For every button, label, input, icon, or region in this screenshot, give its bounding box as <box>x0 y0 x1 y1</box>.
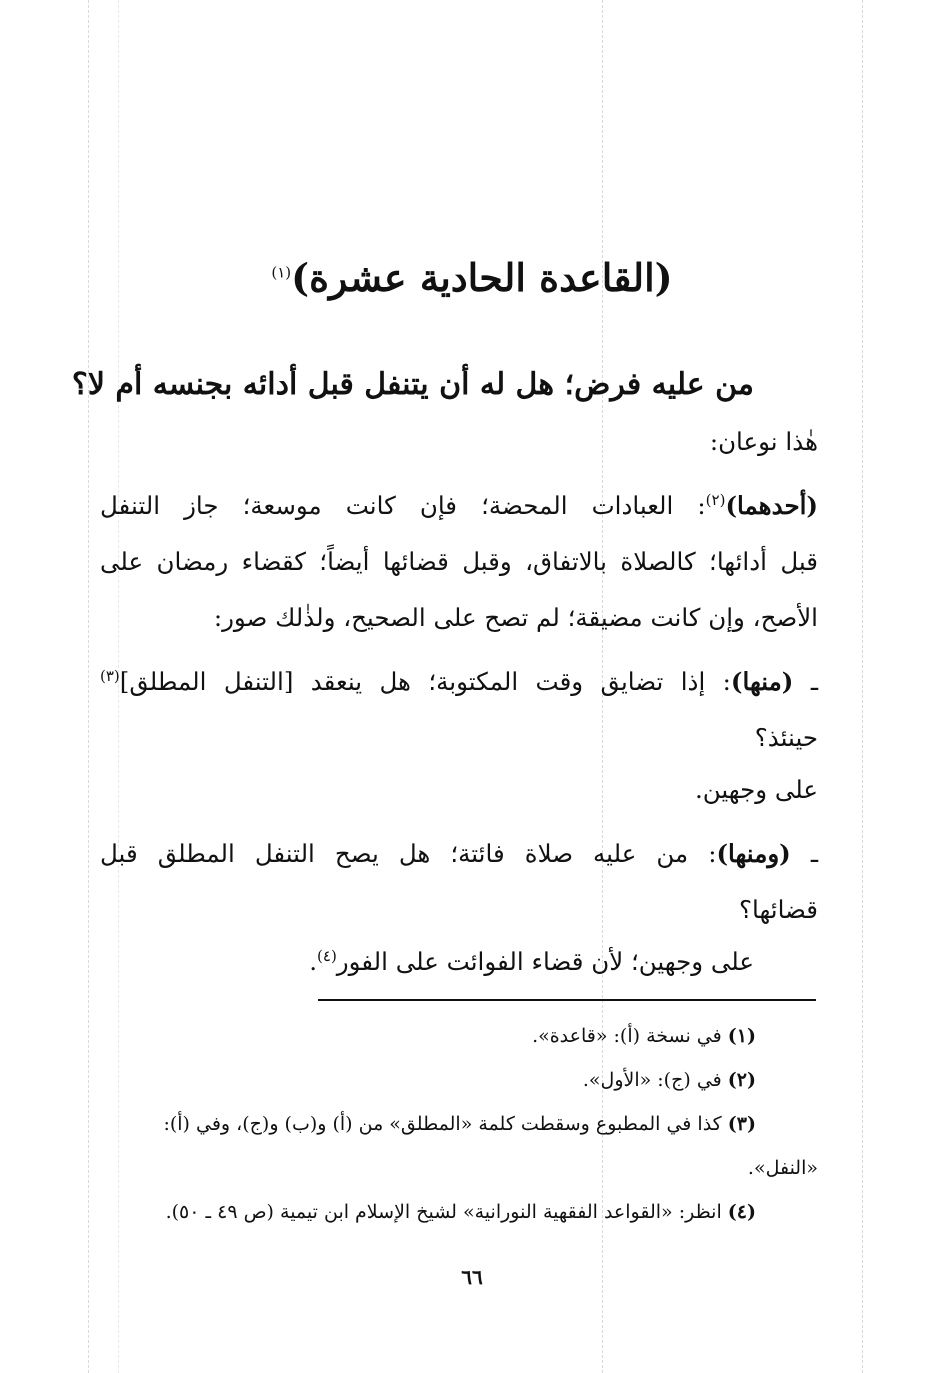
footnote-4-text: انظر: «القواعد الفقهية النورانية» لشيخ الإسلام ابن تيمية (ص ٤٩ ـ ٥٠). <box>165 1201 722 1223</box>
first-type-paragraph <box>100 478 818 646</box>
first-type-line-1-text: : العبادات المحضة؛ فإن كانت موسعة؛ جاز التنفل <box>100 491 706 520</box>
footnote-2-text: في (ج): «الأول». <box>582 1069 722 1091</box>
case-1-dash: ـ <box>810 667 818 696</box>
intro-text: هٰذا نوعان: <box>709 427 818 456</box>
footnote-1 <box>100 1014 756 1058</box>
case-2-paragraph <box>100 826 818 938</box>
footnote-2 <box>100 1058 756 1102</box>
first-type-label: (أحدهما) <box>725 491 818 520</box>
case-2-label: (ومنها) <box>716 839 791 868</box>
footnote-3-continuation: «النفل». <box>747 1157 818 1179</box>
page-number: ٦٦ <box>461 1265 483 1289</box>
scan-guide-line <box>88 0 89 1373</box>
footnote-1-text: في نسخة (أ): «قاعدة». <box>532 1025 722 1047</box>
intro-paragraph <box>100 414 818 470</box>
case-2-dash: ـ <box>810 839 818 868</box>
case-2-line-1 <box>100 826 818 882</box>
case-2-line-2: قضائها؟ <box>738 895 818 924</box>
case-2-answer-end: . <box>309 947 318 976</box>
footnote-ref-4: (٤) <box>317 946 337 965</box>
footnote-separator <box>318 999 816 1001</box>
rule-question: من عليه فرض؛ هل له أن يتنفل قبل أدائه بجنسه أم لا؟ <box>71 367 754 402</box>
footnote-ref-1: (١) <box>271 263 292 282</box>
case-1-label: (منها) <box>730 667 794 696</box>
footnote-3-number: (٣) <box>727 1113 756 1135</box>
chapter-title <box>200 248 744 308</box>
case-2-line-1-text: : من عليه صلاة فائتة؛ هل يصح التنفل المطلق قبل <box>100 839 717 868</box>
footnote-2-number: (٢) <box>727 1069 756 1091</box>
case-1-line-2: حينئذ؟ <box>754 723 818 752</box>
footnote-ref-2: (٢) <box>705 490 726 509</box>
case-2-answer-paragraph <box>100 934 818 990</box>
footnote-ref-3: (٣) <box>100 666 120 685</box>
case-2-answer-text: على وجهين؛ لأن قضاء الفوائت على الفور <box>336 947 754 976</box>
footnote-3 <box>100 1102 756 1146</box>
first-type-line-1 <box>100 478 818 534</box>
scan-guide-line <box>862 0 863 1373</box>
footnotes <box>100 1014 818 1234</box>
case-1-paragraph <box>100 654 818 766</box>
footnote-4-number: (٤) <box>727 1201 756 1223</box>
case-1-line-1 <box>100 654 818 710</box>
case-1-answer-paragraph <box>100 762 818 818</box>
first-type-line-2: قبل أدائها؛ كالصلاة بالاتفاق، وقبل قضائها أيضاً؛ كقضاء رمضان على <box>100 547 818 576</box>
footnote-4 <box>100 1190 756 1234</box>
footnote-3-text: كذا في المطبوع وسقطت كلمة «المطلق» من (أ) و(ب) و(ج)، وفي (أ): <box>163 1113 722 1135</box>
case-2-answer <box>100 934 818 990</box>
case-1-line-1-text: : إذا تضايق وقت المكتوبة؛ هل ينعقد [التنفل المطلق] <box>119 667 731 696</box>
chapter-title-text: (القاعدة الحادية عشرة) <box>291 255 673 300</box>
case-1-answer: على وجهين. <box>694 775 818 804</box>
footnote-1-number: (١) <box>727 1025 756 1047</box>
first-type-line-3: الأصح، وإن كانت مضيقة؛ لم تصح على الصحيح، ولذٰلك صور: <box>213 603 818 632</box>
